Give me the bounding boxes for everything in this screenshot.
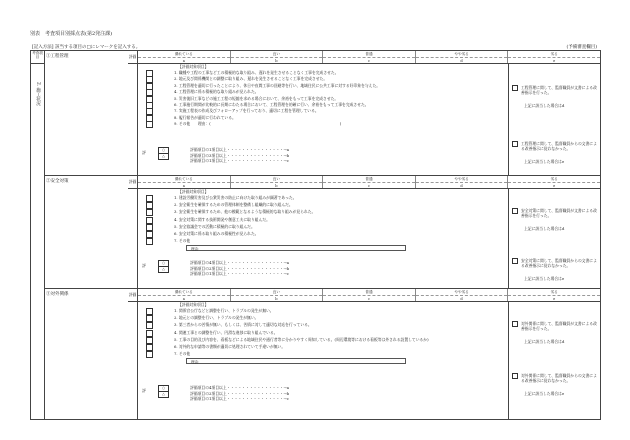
grade-e [508, 289, 600, 301]
checklist-item [138, 330, 508, 337]
checklist-heading: 【評価対象項目】 [178, 189, 209, 194]
checklist-item-text: 1. 建設労働災害及び公衆災害の防止に向けた取り組みが顕著であった。 [174, 195, 297, 200]
checklist-item-text: 6. 工事施行期間が比較的に長期にわたる場合において、工程管理を的確に行い、余裕をもって工事を完成させた。 [174, 102, 369, 107]
grade-letter: d [460, 297, 463, 301]
grade-c [323, 289, 416, 301]
deduction-text: 安全対策に関して、監督職員が文書による改善指示を行った。 [521, 208, 597, 218]
grade-label: 良い [231, 289, 323, 296]
checklist-item [138, 121, 508, 128]
evaluation-form [30, 50, 601, 420]
section-1 [44, 51, 600, 176]
checkbox[interactable] [512, 321, 518, 327]
section-name: ③対外関係 [46, 292, 69, 297]
deduction-text: 対外関係に関して、監督職員が文書による改善指示を行った。 [521, 321, 597, 331]
score-rule: 評価項目の4項目以上・・・・・・・・・・・・・・・→a [190, 385, 289, 390]
grade-a [138, 289, 231, 301]
checkbox[interactable] [146, 330, 153, 337]
left-column [31, 51, 45, 419]
checklist-item-text: 4. 関連工事との調整を行い、円滑な進捗に取り組んでいる。 [174, 329, 278, 335]
checkbox[interactable] [512, 141, 518, 147]
section-name: ①工程管理 [46, 54, 69, 59]
score-rule: 評価項目の3項目以上・・・・・・・・・・・・・・・→b [190, 152, 290, 158]
evaluation-mark-box[interactable]: △ [158, 391, 169, 398]
grade-label: やや劣る [416, 51, 508, 58]
deduction-note: 上記に該当した場合はe [524, 159, 565, 164]
grade-letter: a [182, 297, 185, 301]
checkbox[interactable] [512, 85, 518, 91]
section-body [138, 301, 600, 419]
checklist-item [138, 315, 508, 322]
checklist-item-text: 7. その他 [174, 238, 191, 244]
grade-label: やや劣る [416, 289, 508, 296]
checkbox[interactable] [146, 238, 153, 245]
checkbox[interactable] [146, 337, 153, 344]
grade-letter: a [182, 59, 185, 63]
grade-label: 優れている [138, 51, 230, 58]
hyoka-label: 評価 [128, 176, 138, 189]
grade-label: 優れている [138, 176, 230, 183]
checklist-item-text: 1. 職種や工程の工事など工の積極的な取り組み、遅れを発生させることなく工事を完成させた。 [174, 70, 339, 75]
checkbox[interactable] [146, 315, 153, 322]
grade-a [138, 176, 231, 188]
grade-label: やや劣る [416, 176, 508, 183]
checklist-item [138, 224, 508, 231]
section-name: ②安全対策 [46, 179, 69, 184]
grade-letter: d [460, 59, 463, 63]
grade-letter: b [275, 59, 278, 63]
left-vertical-label: 2. 施工状況 [35, 82, 41, 106]
checklist-item-text: 4. 安全対策に関する技術開発や創意工夫に取り組んだ。 [174, 216, 270, 222]
checklist [138, 63, 509, 175]
grade-a [138, 51, 231, 63]
evaluation-label: 評 [142, 388, 146, 393]
hyoka-label: 評価 [128, 289, 138, 302]
grade-letter: a [182, 184, 185, 188]
grade-label: 普通 [323, 176, 415, 183]
checklist-item [138, 231, 508, 238]
checkbox[interactable] [146, 202, 153, 209]
evaluation-mark-box[interactable]: △ [158, 153, 169, 160]
checkbox[interactable] [512, 258, 518, 264]
deduction-column [510, 63, 600, 175]
deduction-note: 上記に該当した場合はd [524, 103, 565, 108]
checkbox[interactable] [146, 217, 153, 224]
checklist-item-text: 2. 安全衛生を確保するための管理体制を整備し組織的に取り組んだ。 [174, 202, 293, 208]
evaluation-mark-box[interactable]: ○ [158, 147, 169, 154]
checklist [138, 301, 509, 419]
page-title: 別表 考査項目別採点表(第2発注課) [30, 31, 113, 37]
score-rule: 評価項目の1項目以上・・・・・・・・・・・・・・・→c [190, 271, 289, 276]
deduction-text: 工程管理に関して、監督職員からの文書による改善指示に従わなかった。 [521, 141, 597, 151]
grade-letter: c [367, 184, 370, 188]
evaluation-mark-box[interactable]: △ [158, 266, 169, 273]
deduction-text: 工程管理に関して、監督職員が文書による改善指示を行った。 [521, 85, 597, 95]
grade-letter: e [553, 59, 556, 63]
deduction-column [510, 301, 600, 419]
checkbox[interactable] [146, 195, 153, 202]
checkbox[interactable] [146, 344, 153, 351]
section-3 [44, 289, 600, 419]
checkbox[interactable] [146, 322, 153, 329]
grade-label: 劣る [508, 176, 600, 183]
checklist-heading: 【評価対象項目】 [178, 302, 209, 307]
checklist-item [138, 337, 508, 344]
checklist-item [138, 202, 508, 209]
checklist-item [138, 351, 508, 358]
grade-letter: b [275, 184, 278, 188]
checklist [138, 188, 509, 288]
checklist-item-text: 8. 履行報告が適切に行われている。 [174, 114, 236, 120]
deduction-text: 対外関係に関して、監督職員からの文書による改善指示に従わなかった。 [521, 373, 597, 383]
checklist-item [138, 322, 508, 329]
evaluation-label: 評 [142, 263, 146, 268]
checkbox[interactable] [146, 121, 153, 128]
grade-label: 良い [231, 51, 323, 58]
grade-label: 優れている [138, 289, 230, 296]
grade-d [416, 176, 509, 188]
section-body [138, 63, 600, 175]
checklist-item-text: 6. 対外的な申請等の書類が適切に処理されていて手違いが無い。 [174, 344, 286, 349]
deduction-note: 上記に該当した場合はd [524, 226, 565, 231]
checklist-item-text: 1. 関係官公庁などと調整を行い、トラブルの発生が無い。 [174, 308, 274, 313]
reason-box[interactable]: 理由： [186, 245, 406, 251]
checklist-item-text: 5. 工事の目的及び内容を、看板などによる地域住民や通行者等に分かりやすく周知している。(周辺環境等における看板等は外される設置しているか) [174, 336, 429, 342]
grade-c [323, 176, 416, 188]
grade-letter: e [553, 297, 556, 301]
checkbox[interactable] [146, 224, 153, 231]
checklist-item [138, 217, 508, 224]
note-right: (予備審査欄目) [566, 45, 597, 50]
checklist-item [138, 308, 508, 315]
checklist-item-text: 9. その他 理由：( ) [174, 121, 342, 127]
grade-label: 劣る [508, 289, 600, 296]
score-rule: 評価項目の1項目以上・・・・・・・・・・・・・・・→c [190, 396, 289, 401]
checklist-item-text: 7. その他 [174, 351, 191, 357]
checkbox[interactable] [146, 308, 153, 315]
grade-e [508, 51, 600, 63]
section-body [138, 188, 600, 288]
grade-label: 良い [231, 176, 323, 183]
checklist-item [138, 238, 508, 245]
checklist-item [138, 209, 508, 216]
deduction-note: 上記に該当した場合はd [524, 339, 565, 344]
evaluation-label: 評 [142, 150, 146, 155]
grade-letter: c [367, 297, 370, 301]
checklist-item-text: 6. 安全対策に係る取り組みの積極性が見られた。 [174, 231, 259, 236]
checklist-item-text: 5. 災害復旧工事などの施工工程の短縮を求める場合において、余裕をもって工事を完成させた。 [174, 95, 339, 101]
checkbox[interactable] [146, 351, 153, 358]
checklist-item-text: 2. 地元及び関係機関との調整に取り組み、遅れを発生させることなく工事を完成させた。 [174, 76, 328, 82]
grade-d [416, 289, 509, 301]
evaluation-mark-box[interactable]: ○ [158, 385, 169, 392]
grade-label: 劣る [508, 51, 600, 58]
deduction-note: 上記に該当した場合はe [524, 391, 565, 396]
section-2 [44, 176, 600, 289]
deduction-note: 上記に該当した場合はe [524, 276, 565, 281]
checkbox[interactable] [146, 231, 153, 238]
checklist-heading: 【評価対象項目】 [178, 64, 209, 69]
checklist-item [138, 344, 508, 351]
score-rule: 評価項目の1項目以上・・・・・・・・・・・・・・・→c [190, 158, 289, 163]
checklist-item-text: 4. 工程管理に係る積極的な取り組みが見られた。 [174, 89, 259, 95]
evaluation-mark-box[interactable]: ○ [158, 260, 169, 267]
grade-e [508, 176, 600, 188]
grade-b [231, 289, 324, 301]
grade-b [231, 176, 324, 188]
score-rule: 評価項目の1項目以上・・・・・・・・・・・・・・・→a [190, 147, 289, 152]
checklist-item-text: 5. 安全協議会での活動に積極的に取り組んだ。 [174, 223, 255, 229]
grade-label: 普通 [323, 51, 415, 58]
section-subcolumn [44, 51, 138, 175]
score-rule: 評価項目の2項目以上・・・・・・・・・・・・・・・→b [190, 390, 290, 396]
left-header: 考査項目 [31, 51, 44, 64]
checklist-item-text: 2. 地元との調整を行い、トラブルの発生が無い。 [174, 315, 259, 321]
checklist-item-text: 7. 実施工程表の作成及びフォローアップを行っており、適切に工程を管理している。 [174, 108, 319, 114]
score-rule: 評価項目の4項目以上・・・・・・・・・・・・・・・→a [190, 260, 289, 265]
grade-letter: b [275, 297, 278, 301]
checkbox[interactable] [512, 373, 518, 379]
grade-letter: d [460, 184, 463, 188]
checklist-item-text: 3. 第三者からの苦情が無い、もしくは、苦情に対して適切な対応を行っている。 [174, 322, 312, 328]
instruction-text: [記入方法] 該当する項目の□にレマークを記入する。 [32, 45, 141, 50]
grade-c [323, 51, 416, 63]
grade-b [231, 51, 324, 63]
grade-d [416, 51, 509, 63]
checklist-item-text: 3. 安全衛生を確保するため、他の模範となるような積極的な取り組みが見られた。 [174, 209, 316, 215]
grade-letter: c [367, 59, 370, 63]
section-subcolumn [44, 176, 138, 288]
reason-box[interactable]: 理由： [186, 358, 406, 364]
hyoka-label: 評価 [128, 51, 138, 64]
checklist-item [138, 195, 508, 202]
section-subcolumn [44, 289, 138, 419]
deduction-text: 安全対策に関して、監督職員からの文書による改善指示に従わなかった。 [521, 258, 597, 268]
checklist-item-text: 3. 工程管理を適切に行ったことにより、休日や夜間工事の回避等を行い、地域住民に公共工事に対する好印象を与えた。 [174, 82, 381, 88]
score-rule: 評価項目の2項目以上・・・・・・・・・・・・・・・→b [190, 265, 290, 271]
grade-letter: e [553, 184, 556, 188]
deduction-column [510, 188, 600, 288]
grade-label: 普通 [323, 289, 415, 296]
checkbox[interactable] [146, 209, 153, 216]
checkbox[interactable] [512, 208, 518, 214]
